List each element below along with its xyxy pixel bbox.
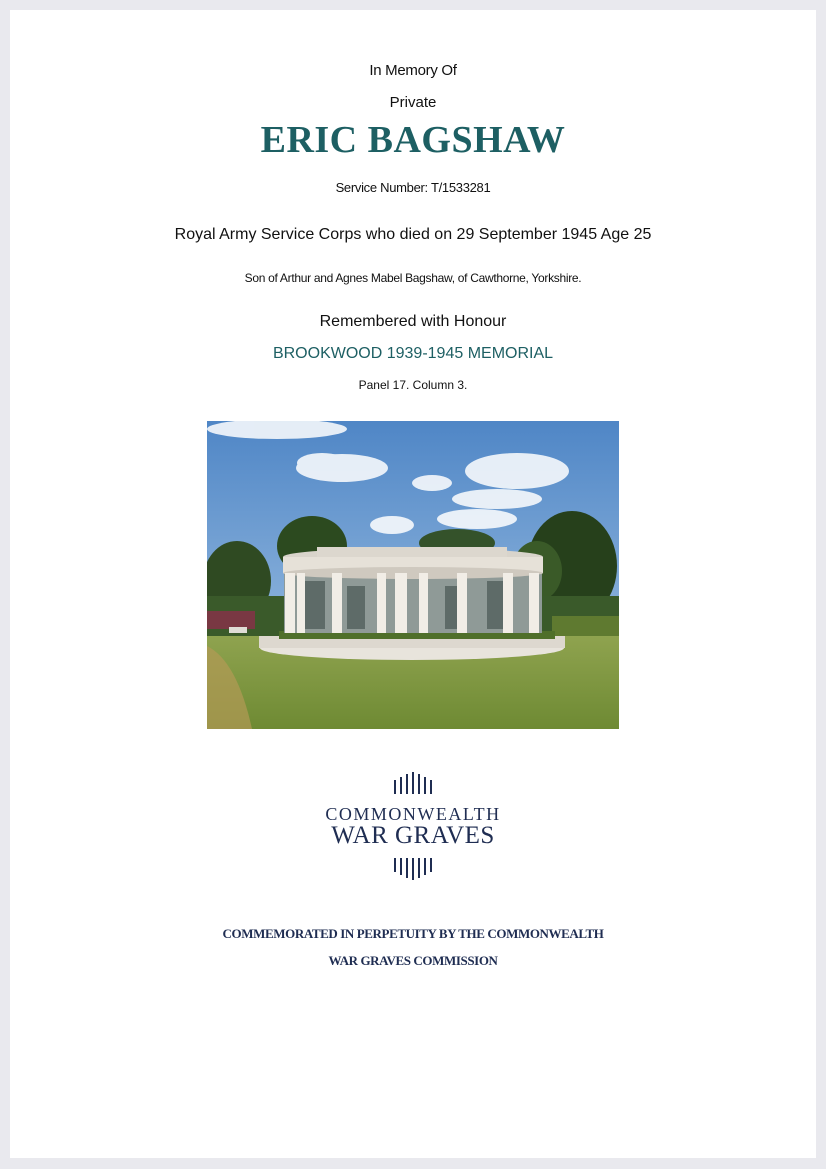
cwgc-logo	[313, 772, 513, 892]
certificate-page	[10, 10, 816, 1158]
rank: Private	[389, 94, 437, 111]
footer-line-1: COMMEMORATED IN PERPETUITY BY THE COMMONWEALTH	[222, 926, 604, 941]
service-number: Service Number: T/1533281	[335, 180, 491, 195]
casualty-name: ERIC BAGSHAW	[260, 119, 566, 161]
logo-text-war-graves: WAR GRAVES	[331, 822, 495, 849]
in-memory-heading: In Memory Of	[369, 62, 457, 79]
logo-text-commonwealth: COMMONWEALTH	[325, 804, 501, 824]
panel-reference: Panel 17. Column 3.	[358, 378, 468, 392]
logo-bars-bottom-icon	[313, 856, 513, 880]
memorial-photo	[207, 421, 619, 729]
remembered-with-honour: Remembered with Honour	[319, 313, 507, 330]
family-details: Son of Arthur and Agnes Mabel Bagshaw, of Cawthorne, Yorkshire.	[244, 271, 582, 285]
logo-bars-top-icon	[313, 772, 513, 796]
unit-and-death-line: Royal Army Service Corps who died on 29 September 1945 Age 25	[174, 226, 652, 243]
memorial-name: BROOKWOOD 1939-1945 MEMORIAL	[272, 345, 554, 362]
footer-line-2: WAR GRAVES COMMISSION	[328, 953, 498, 968]
